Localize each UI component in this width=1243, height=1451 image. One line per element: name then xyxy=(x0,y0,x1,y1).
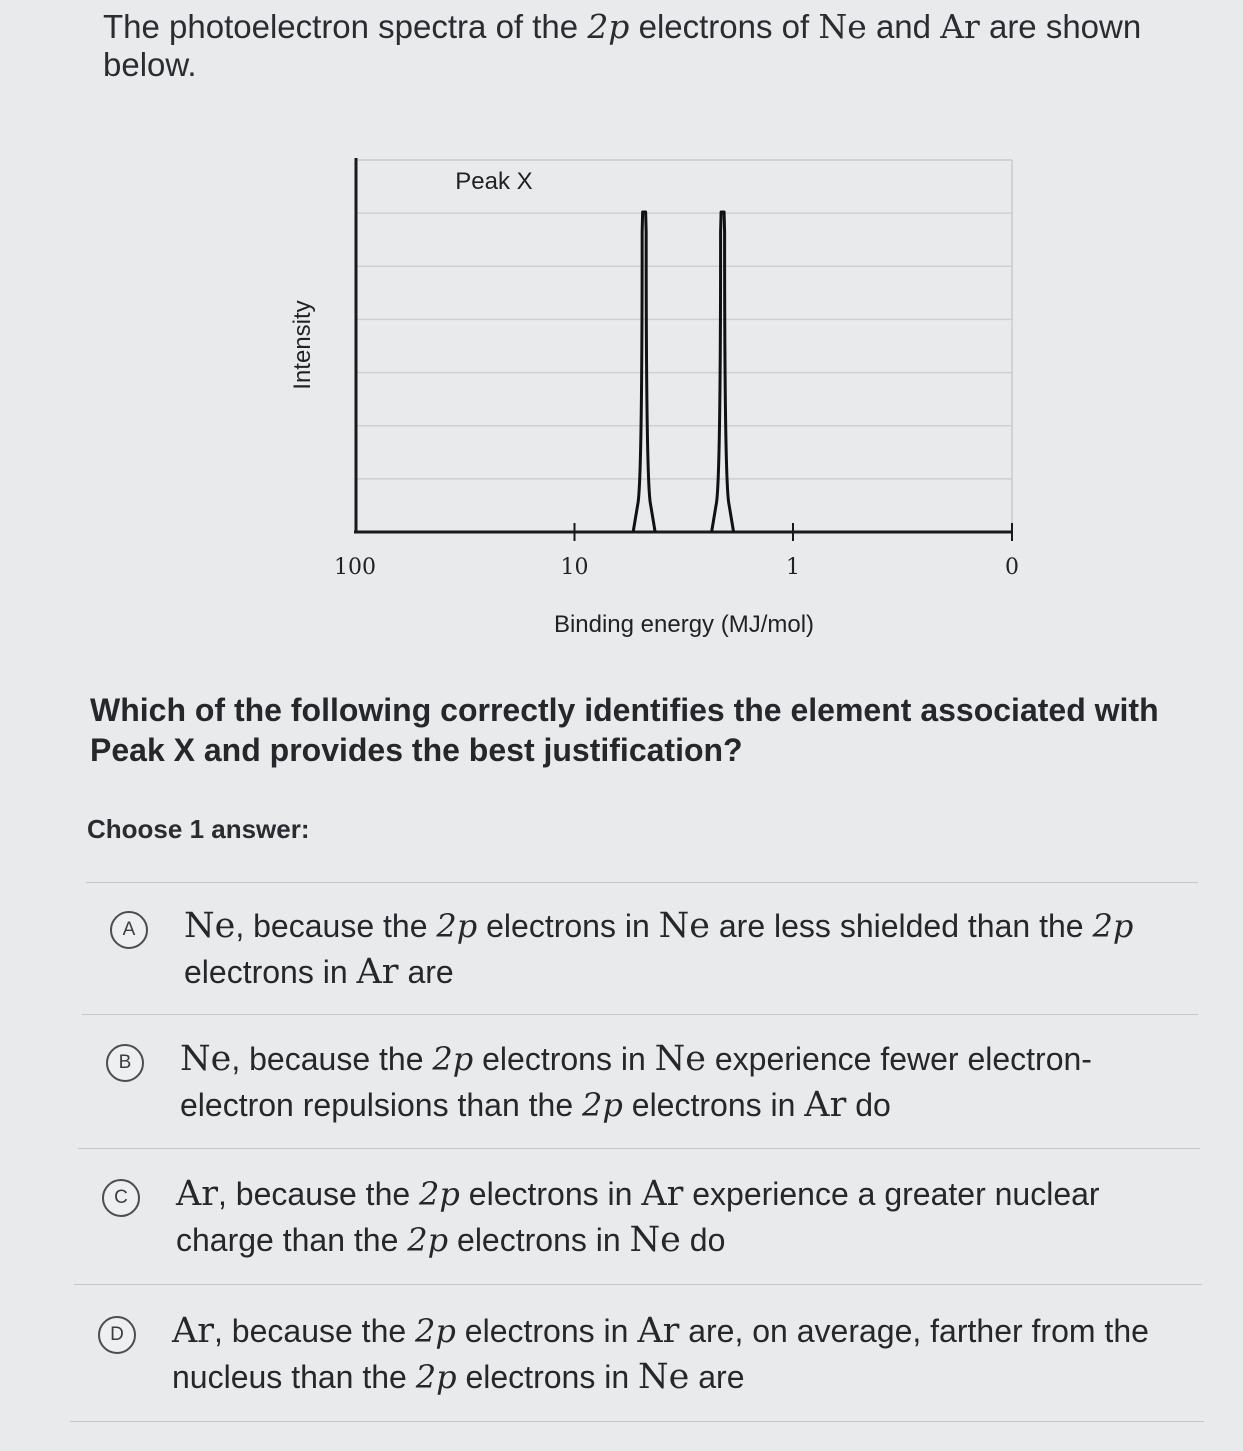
divider xyxy=(82,1014,1198,1015)
intro-text xyxy=(103,8,1193,84)
y-axis-label: Intensity xyxy=(289,300,316,390)
intro-part: The photoelectron spectra of the xyxy=(103,8,588,45)
element-symbol: Ar xyxy=(804,1085,847,1125)
divider xyxy=(86,882,1198,883)
option-text-b[interactable] xyxy=(180,1036,1180,1128)
option-text-c[interactable] xyxy=(176,1171,1176,1263)
answer-option-b[interactable] xyxy=(106,1036,1180,1128)
option-text-part: are xyxy=(689,1359,745,1395)
option-text-part: , because the xyxy=(231,1041,433,1077)
element-symbol: Ar xyxy=(637,1311,680,1351)
answer-option-c[interactable] xyxy=(102,1171,1176,1263)
option-text-part: experience a greater nuclear charge than the xyxy=(176,1176,1100,1258)
option-letter-b[interactable]: B xyxy=(106,1044,144,1082)
orbital-math: 2p xyxy=(1092,907,1134,945)
option-text-a[interactable] xyxy=(184,903,1184,995)
option-text-part: are xyxy=(398,954,454,990)
element-symbol: Ne xyxy=(654,1039,706,1079)
element-ne: Ne xyxy=(818,7,867,46)
orbital-math: 2p xyxy=(419,1175,460,1213)
element-symbol: Ne xyxy=(658,906,710,946)
pes-chart xyxy=(0,140,1243,660)
element-symbol: Ne xyxy=(184,906,236,946)
option-text-part: electrons in xyxy=(455,1313,638,1349)
option-text-part: electrons in xyxy=(456,1359,638,1395)
pes-chart-svg xyxy=(0,140,1243,660)
orbital-math: 2p xyxy=(415,1312,456,1350)
answer-option-a[interactable] xyxy=(110,903,1184,995)
x-tick-label: 0 xyxy=(1005,555,1019,580)
option-text-part: electrons in xyxy=(448,1222,630,1258)
orbital-math: 2p xyxy=(407,1221,449,1259)
divider xyxy=(78,1148,1200,1149)
option-text-part: experience fewer electron-electron repulsions than the xyxy=(180,1041,1092,1123)
orbital-math: 2p xyxy=(432,1040,474,1078)
option-text-part: , because the xyxy=(218,1176,420,1212)
divider xyxy=(74,1284,1202,1285)
intro-part: and xyxy=(866,8,941,45)
x-tick-label: 1 xyxy=(786,555,800,580)
x-tick-label: 10 xyxy=(560,555,589,580)
option-text-part: electrons in xyxy=(622,1087,805,1123)
option-text-part: electrons in xyxy=(459,1176,642,1212)
orbital-math: 2p xyxy=(582,1086,623,1124)
element-symbol: Ne xyxy=(180,1039,232,1079)
orbital-math: 2p xyxy=(587,7,630,46)
intro-part: are shown below. xyxy=(103,8,1142,83)
option-text-d[interactable] xyxy=(172,1308,1172,1400)
orbital-math: 2p xyxy=(415,1358,457,1396)
option-text-part: electrons in xyxy=(184,954,357,990)
divider xyxy=(70,1421,1204,1422)
element-symbol: Ne xyxy=(629,1220,681,1260)
element-symbol: Ar xyxy=(172,1311,215,1351)
option-text-part: electrons in xyxy=(473,1041,655,1077)
option-text-part: , because the xyxy=(214,1313,416,1349)
choose-label: Choose 1 answer: xyxy=(87,814,310,844)
answer-option-d[interactable] xyxy=(98,1308,1172,1400)
x-tick-label: 100 xyxy=(334,555,376,580)
option-text-part: do xyxy=(680,1222,726,1258)
element-ar: Ar xyxy=(940,7,980,46)
peak-x-label: Peak X xyxy=(455,168,533,195)
option-text-part: do xyxy=(846,1087,891,1123)
question-text: Which of the following correctly identifies the element associated with Peak X and provides the best justification? xyxy=(90,692,1159,768)
element-symbol: Ar xyxy=(356,952,399,992)
option-letter-a[interactable]: A xyxy=(110,911,148,949)
chart-gridlines xyxy=(356,213,1012,479)
option-letter-d[interactable]: D xyxy=(98,1316,136,1354)
option-text-part: , because the xyxy=(235,908,437,944)
option-letter-c[interactable]: C xyxy=(102,1179,140,1217)
element-symbol: Ar xyxy=(641,1174,684,1214)
option-text-part: electrons in xyxy=(477,908,659,944)
element-symbol: Ar xyxy=(176,1174,219,1214)
element-symbol: Ne xyxy=(638,1357,690,1397)
orbital-math: 2p xyxy=(436,907,478,945)
option-text-part: are less shielded than the xyxy=(709,908,1093,944)
intro-part: electrons of xyxy=(629,8,819,45)
option-text-part: are, on average, farther from the nucleus than the xyxy=(172,1313,1149,1395)
x-axis-label: Binding energy (MJ/mol) xyxy=(553,611,815,638)
